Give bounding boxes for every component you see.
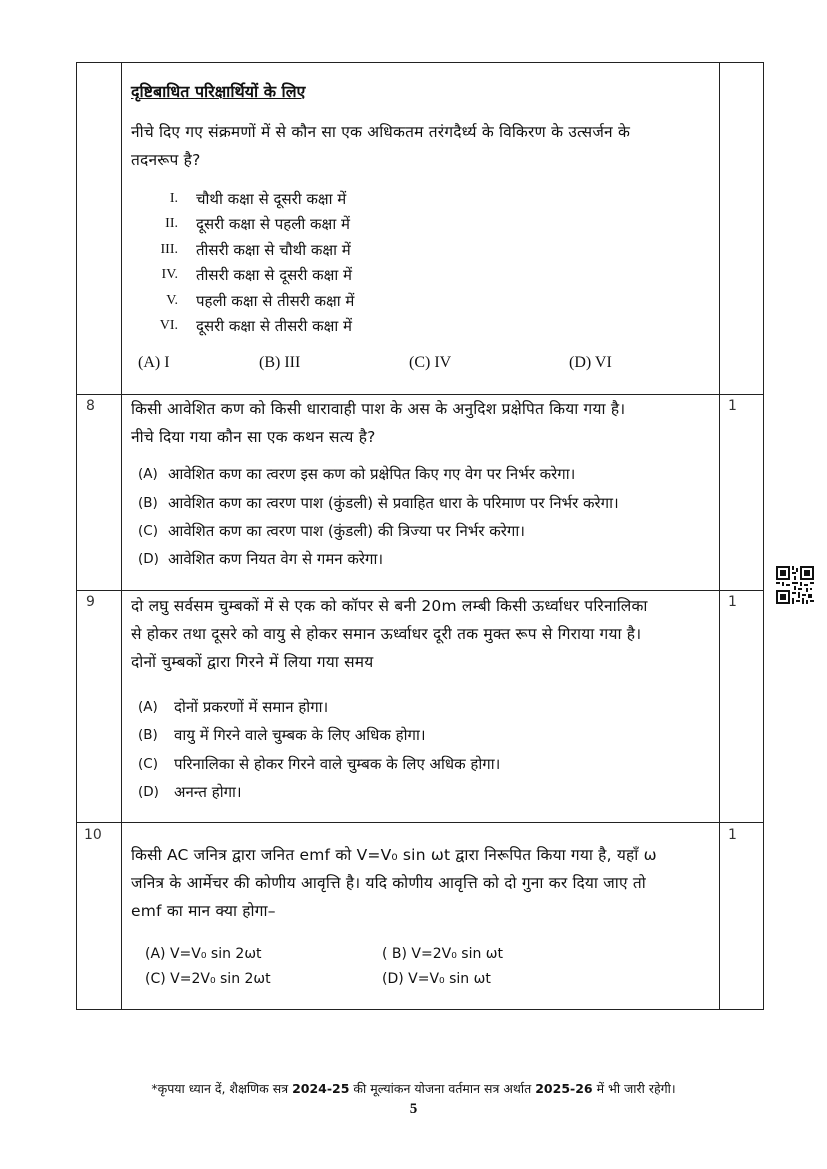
question-marks: 1 xyxy=(728,594,737,610)
question-marks: 1 xyxy=(728,398,737,414)
page-number: 5 xyxy=(409,1101,418,1117)
answer-option: (C) V=2V₀ sin 2ωt xyxy=(145,971,271,987)
section-heading: दृष्टिबाधित परिक्षार्थियों के लिए xyxy=(131,82,306,101)
row-divider xyxy=(77,590,763,591)
list-item: VI. दूसरी कक्षा से तीसरी कक्षा में xyxy=(159,317,352,336)
list-item: V. पहली कक्षा से तीसरी कक्षा में xyxy=(166,291,355,310)
list-item: IV. तीसरी कक्षा से दूसरी कक्षा में xyxy=(161,266,352,285)
answer-option: (A) V=V₀ sin 2ωt xyxy=(145,946,262,962)
question-number: 9 xyxy=(86,594,95,610)
list-item: II. दूसरी कक्षा से पहली कक्षा में xyxy=(165,215,350,234)
question-text-line: दोनों चुम्बकों द्वारा गिरने में लिया गया समय xyxy=(131,653,374,671)
row-divider xyxy=(77,822,763,823)
footer-note: *कृपया ध्यान दें, शैक्षणिक सत्र 2024-25 की मूल्यांकन योजना वर्तमान सत्र अर्थात 2025-26 में भी जारी रहेगी। xyxy=(151,1081,676,1096)
question-text-line: जनित्र के आर्मेचर की कोणीय आवृत्ति है। यदि कोणीय आवृत्ति को दो गुना कर दिया जाए तो xyxy=(131,874,646,892)
answer-option: (A) आवेशित कण का त्वरण इस कण को प्रक्षेपित किए गए वेग पर निर्भर करेगा। xyxy=(138,465,576,483)
qr-code-icon xyxy=(776,566,814,604)
answer-option: (C) IV xyxy=(409,354,452,371)
question-text-line: से होकर तथा दूसरे को वायु से होकर समान ऊर्ध्वाधर दूरी तक मुक्त रूप से गिराया गया है। xyxy=(131,625,642,643)
question-marks: 1 xyxy=(728,827,737,843)
question-text-line: किसी AC जनित्र द्वारा जनित emf को V=V₀ sin ωt द्वारा निरूपित किया गया है, यहाँ ω xyxy=(131,846,657,864)
answer-option: ( B) V=2V₀ sin ωt xyxy=(382,946,504,962)
answer-option: (B) आवेशित कण का त्वरण पाश (कुंडली) से प्रवाहित धारा के परिमाण पर निर्भर करेगा। xyxy=(138,494,619,512)
question-text-line: दो लघु सर्वसम चुम्बकों में से एक को कॉपर से बनी 20m लम्बी किसी ऊर्ध्वाधर परिनालिका xyxy=(131,597,648,615)
list-item: I. चौथी कक्षा से दूसरी कक्षा में xyxy=(169,189,347,208)
answer-option: (A) I xyxy=(138,354,170,371)
question-text-line: किसी आवेशित कण को किसी धारावाही पाश के अस के अनुदिश प्रक्षेपित किया गया है। xyxy=(131,400,626,418)
answer-option: (C) परिनालिका से होकर गिरने वाले चुम्बक के लिए अधिक होगा। xyxy=(138,755,501,773)
column-divider-number xyxy=(121,63,122,1009)
answer-option: (D) V=V₀ sin ωt xyxy=(382,971,491,987)
question-text-line: नीचे दिया गया कौन सा एक कथन सत्य है? xyxy=(131,428,376,446)
answer-option: (C) आवेशित कण का त्वरण पाश (कुंडली) की त्रिज्या पर निर्भर करेगा। xyxy=(138,522,525,540)
answer-option: (D) VI xyxy=(569,354,612,371)
question-text-line: emf का मान क्या होगा– xyxy=(131,902,276,920)
answer-option: (B) वायु में गिरने वाले चुम्बक के लिए अधिक होगा। xyxy=(138,726,426,744)
answer-option: (A) दोनों प्रकरणों में समान होगा। xyxy=(138,698,329,716)
column-divider-marks xyxy=(719,63,720,1009)
answer-option: (D) अनन्त होगा। xyxy=(138,783,242,801)
list-item: III. तीसरी कक्षा से चौथी कक्षा में xyxy=(160,240,351,259)
question-text-line: नीचे दिए गए संक्रमणों में से कौन सा एक अधिकतम तरंगदैर्ध्य के विकिरण के उत्सर्जन के xyxy=(131,123,631,141)
question-text-line: तदनरूप है? xyxy=(131,151,201,169)
question-number: 8 xyxy=(86,398,95,414)
question-number: 10 xyxy=(84,827,102,843)
answer-option: (D) आवेशित कण नियत वेग से गमन करेगा। xyxy=(138,550,384,568)
transition-list xyxy=(140,186,354,339)
answer-option: (B) III xyxy=(259,354,301,371)
